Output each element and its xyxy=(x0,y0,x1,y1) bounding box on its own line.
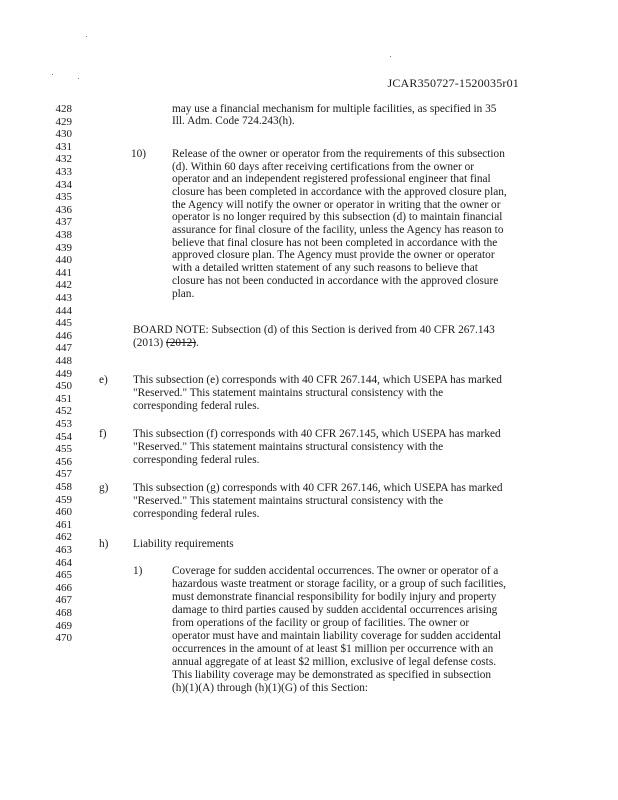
para-h1-line: (h)(1)(A) through (h)(1)(G) of this Section: xyxy=(172,682,369,694)
line-number: 432 xyxy=(55,153,72,166)
line-number: 461 xyxy=(55,518,72,531)
para-10-line: closure has not been conducted in accordance with the approved closure xyxy=(172,275,499,287)
para-10-line: assurance for final closure of the facility, unless the Agency has reason to xyxy=(172,224,504,236)
subsection-e-line: corresponding federal rules. xyxy=(133,400,260,412)
line-number: 467 xyxy=(55,594,72,607)
para-h1-marker: 1) xyxy=(133,565,143,577)
line-number: 470 xyxy=(55,632,72,645)
subsection-g-line: This subsection (g) corresponds with 40 CFR 267.146, which USEPA has marked xyxy=(133,482,503,494)
line-number: 443 xyxy=(55,292,72,304)
para-10-line: operator and an independent registered professional engineer that final xyxy=(172,173,491,185)
para-10-line: believe that final closure has not been completed in accordance with the xyxy=(172,237,498,249)
line-number: 462 xyxy=(55,531,72,544)
line-number: 429 xyxy=(55,115,72,128)
scan-speck xyxy=(52,74,53,75)
line-number: 452 xyxy=(55,405,72,418)
para-10-line: closure has been completed in accordance with the approved closure plan, xyxy=(172,186,507,198)
para-h1-line: must demonstrate financial responsibility for bodily injury and property xyxy=(172,591,497,603)
line-number: 430 xyxy=(55,128,72,141)
para-10-line: with a detailed written statement of any such reasons to believe that xyxy=(172,262,478,274)
line-number: 459 xyxy=(55,493,72,506)
line-number: 444 xyxy=(55,304,72,317)
para-h1-line: occurrences in the amount of at least $1 million per occurrence with an xyxy=(172,643,494,655)
subsection-e-line: "Reserved." This statement maintains structural consistency with the xyxy=(133,387,444,399)
subsection-g-marker: g) xyxy=(99,482,109,494)
line-number: 469 xyxy=(55,619,72,632)
line-number: 449 xyxy=(55,367,72,380)
para-10-line: (d). Within 60 days after receiving certifications from the owner or xyxy=(172,161,475,173)
line-number: 433 xyxy=(55,166,72,178)
board-note-line xyxy=(133,337,199,349)
para-h1-line: operator must have and maintain liability coverage for sudden accidental xyxy=(172,630,502,642)
line-number: 468 xyxy=(55,607,72,619)
line-number: 456 xyxy=(55,455,72,468)
board-note-deleted-year: (2012) xyxy=(165,337,197,349)
scan-speck xyxy=(390,56,391,57)
para-9-line: Ill. Adm. Code 724.243(h). xyxy=(172,115,295,127)
board-note-line: BOARD NOTE: Subsection (d) of this Section is derived from 40 CFR 267.143 xyxy=(133,324,495,336)
line-number: 451 xyxy=(55,392,72,405)
subsection-e-line: This subsection (e) corresponds with 40 CFR 267.144, which USEPA has marked xyxy=(133,374,502,386)
subsection-f-line: "Reserved." This statement maintains structural consistency with the xyxy=(133,441,444,453)
para-10-line: Release of the owner or operator from the requirements of this subsection xyxy=(172,148,505,160)
para-h1-line: Coverage for sudden accidental occurrences. The owner or operator of a xyxy=(172,565,499,577)
subsection-g-line: "Reserved." This statement maintains structural consistency with the xyxy=(133,495,444,507)
line-number: 466 xyxy=(55,581,72,594)
subsection-g-line: corresponding federal rules. xyxy=(133,508,260,520)
line-number: 428 xyxy=(55,103,72,115)
para-10-line: operator is no longer required by this subsection (d) to maintain financial xyxy=(172,211,503,223)
board-note-period: . xyxy=(196,337,199,349)
line-number: 460 xyxy=(55,506,72,519)
subsection-h-heading: Liability requirements xyxy=(133,538,234,550)
subsection-h-marker: h) xyxy=(99,538,109,550)
para-h1-line: damage to third parties caused by sudden accidental occurrences arising xyxy=(172,604,498,616)
subsection-f-marker: f) xyxy=(99,428,107,440)
line-number: 450 xyxy=(55,380,72,393)
para-10-line: the Agency will notify the owner or operator in writing that the owner or xyxy=(172,199,501,211)
subsection-f-line: This subsection (f) corresponds with 40 CFR 267.145, which USEPA has marked xyxy=(133,428,501,440)
line-number: 465 xyxy=(55,569,72,582)
line-number: 445 xyxy=(55,317,72,330)
line-number: 457 xyxy=(55,468,72,481)
line-number: 441 xyxy=(55,266,72,279)
line-number: 435 xyxy=(55,191,72,204)
para-9-line: may use a financial mechanism for multiple facilities, as specified in 35 xyxy=(172,103,497,115)
line-number: 438 xyxy=(55,229,72,241)
line-number: 448 xyxy=(55,355,72,367)
para-h1-line: from operations of the facility or group of facilities. The owner or xyxy=(172,617,470,629)
line-number: 434 xyxy=(55,178,72,191)
line-number: 447 xyxy=(55,342,72,355)
line-number: 453 xyxy=(55,418,72,430)
line-number: 463 xyxy=(55,544,72,556)
para-10-line: plan. xyxy=(172,288,195,300)
line-number: 455 xyxy=(55,443,72,456)
line-number: 436 xyxy=(55,203,72,216)
line-number: 446 xyxy=(55,329,72,342)
para-10-marker: 10) xyxy=(131,148,147,160)
para-h1-line: annual aggregate of at least $2 million, exclusive of legal defense costs. xyxy=(172,656,497,668)
line-number: 464 xyxy=(55,556,72,569)
line-number: 431 xyxy=(55,140,72,153)
line-number: 440 xyxy=(55,254,72,267)
subsection-f-line: corresponding federal rules. xyxy=(133,454,260,466)
line-number: 442 xyxy=(55,279,72,292)
line-number: 437 xyxy=(55,216,72,229)
document-id-header: JCAR350727-1520035r01 xyxy=(387,76,519,90)
line-number: 439 xyxy=(55,241,72,254)
para-h1-line: hazardous waste treatment or storage facility, or a group of such facilities, xyxy=(172,578,506,590)
para-h1-line: This liability coverage may be demonstrated as specified in subsection xyxy=(172,669,492,681)
para-10-line: approved closure plan. The Agency must provide the owner or operator xyxy=(172,249,495,261)
board-note-new-year: (2013) xyxy=(133,337,164,349)
scan-speck xyxy=(78,78,79,79)
scan-speck xyxy=(86,36,87,37)
subsection-e-marker: e) xyxy=(99,374,108,386)
line-number: 458 xyxy=(55,481,72,493)
line-number: 454 xyxy=(55,430,72,443)
